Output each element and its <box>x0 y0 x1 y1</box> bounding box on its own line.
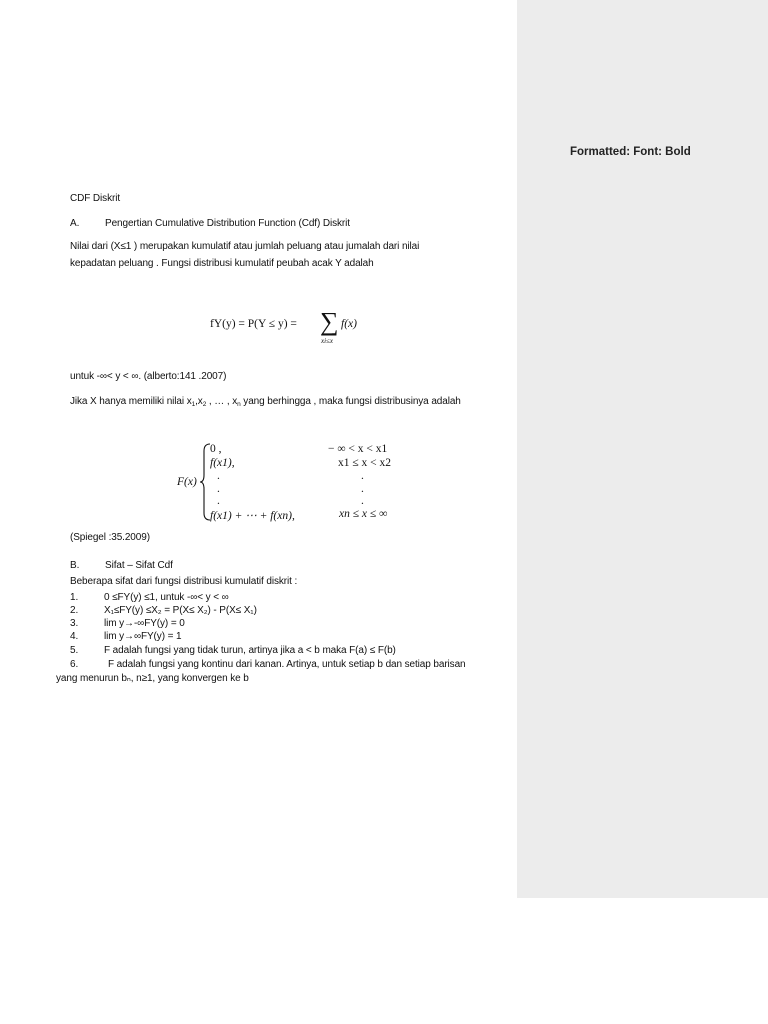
case-2-value: . <box>217 470 220 482</box>
section-b-heading: Sifat – Sifat Cdf <box>105 560 173 571</box>
case-1-condition: x1 ≤ x < x2 <box>338 457 392 469</box>
comment-pane <box>517 0 768 898</box>
formula-1-sum-subscript: xi≤x <box>321 337 334 345</box>
section-a-heading: Pengertian Cumulative Distribution Function (Cdf) Diskrit <box>105 218 350 229</box>
jika-sub-2: 2 <box>202 401 207 408</box>
piecewise-lhs: F(x) <box>177 476 197 488</box>
paragraph-1-line-1: Nilai dari (X≤1 ) merupakan kumulatif atau jumlah peluang atau jumalah dari nilai <box>70 241 420 252</box>
doc-title: CDF Diskrit <box>70 193 121 204</box>
paragraph-1-line-2: kepadatan peluang . Fungsi distribusi kumulatif peubah acak Y adalah <box>70 258 374 269</box>
formula-1-rhs: f(x) <box>341 318 357 330</box>
case-0-value: 0 , <box>210 443 222 455</box>
citation-spiegel: (Spiegel :35.2009) <box>70 532 150 543</box>
case-2-condition: . <box>361 470 364 482</box>
case-5-value: f(x1) + ⋯ + f(xn), <box>210 510 295 522</box>
jika-mid-2: , … , x <box>206 396 238 407</box>
section-b-intro: Beberapa sifat dari fungsi distribusi kumulatif diskrit : <box>70 576 298 587</box>
property-2-number: 2. <box>70 605 79 616</box>
case-3-condition: . <box>361 483 364 495</box>
case-0-condition: − ∞ < x < x1 <box>328 443 388 455</box>
case-5-condition: xn ≤ x ≤ ∞ <box>339 508 388 520</box>
property-5-number: 5. <box>70 645 79 656</box>
jika-mid-1: ,x <box>195 396 203 407</box>
section-b-number: B. <box>70 560 80 571</box>
property-1-number: 1. <box>70 592 79 603</box>
property-5-text: F adalah fungsi yang tidak turun, artinya jika a < b maka F(a) ≤ F(b) <box>104 645 396 656</box>
jika-sub-1: 1 <box>191 401 196 408</box>
case-4-condition: . <box>361 495 364 507</box>
case-4-value: . <box>217 495 220 507</box>
property-4-number: 4. <box>70 631 79 642</box>
jika-prefix: Jika X hanya memiliki nilai x <box>70 396 192 407</box>
summation-symbol: ∑ <box>320 307 339 336</box>
section-a-number: A. <box>70 218 80 229</box>
formula-1-lhs: fY(y) = P(Y ≤ y) = <box>210 318 297 330</box>
property-3-text: lim y→-∞FY(y) = 0 <box>104 618 185 629</box>
comment-title: Formatted: Font: Bold <box>570 146 691 158</box>
jika-line <box>70 396 461 408</box>
case-1-value: f(x1), <box>210 457 235 469</box>
property-1-text: 0 ≤FY(y) ≤1, untuk -∞< y < ∞ <box>104 592 229 603</box>
jika-suffix: yang berhingga , maka fungsi distribusinya adalah <box>240 396 461 407</box>
property-3-number: 3. <box>70 618 79 629</box>
range-line: untuk -∞< y < ∞. (alberto:141 .2007) <box>70 371 227 382</box>
property-6-text: F adalah fungsi yang kontinu dari kanan. Artinya, untuk setiap b dan setiap barisan <box>108 659 466 670</box>
property-2-text: X₁≤FY(y) ≤X₂ = P(X≤ X₂) - P(X≤ X₁) <box>104 605 257 616</box>
property-6-continuation: yang menurun bₙ, n≥1, yang konvergen ke b <box>56 673 249 684</box>
case-3-value: . <box>217 483 220 495</box>
jika-sub-n: n <box>237 401 241 408</box>
property-4-text: lim y→∞FY(y) = 1 <box>104 631 182 642</box>
property-6-number: 6. <box>70 659 79 670</box>
